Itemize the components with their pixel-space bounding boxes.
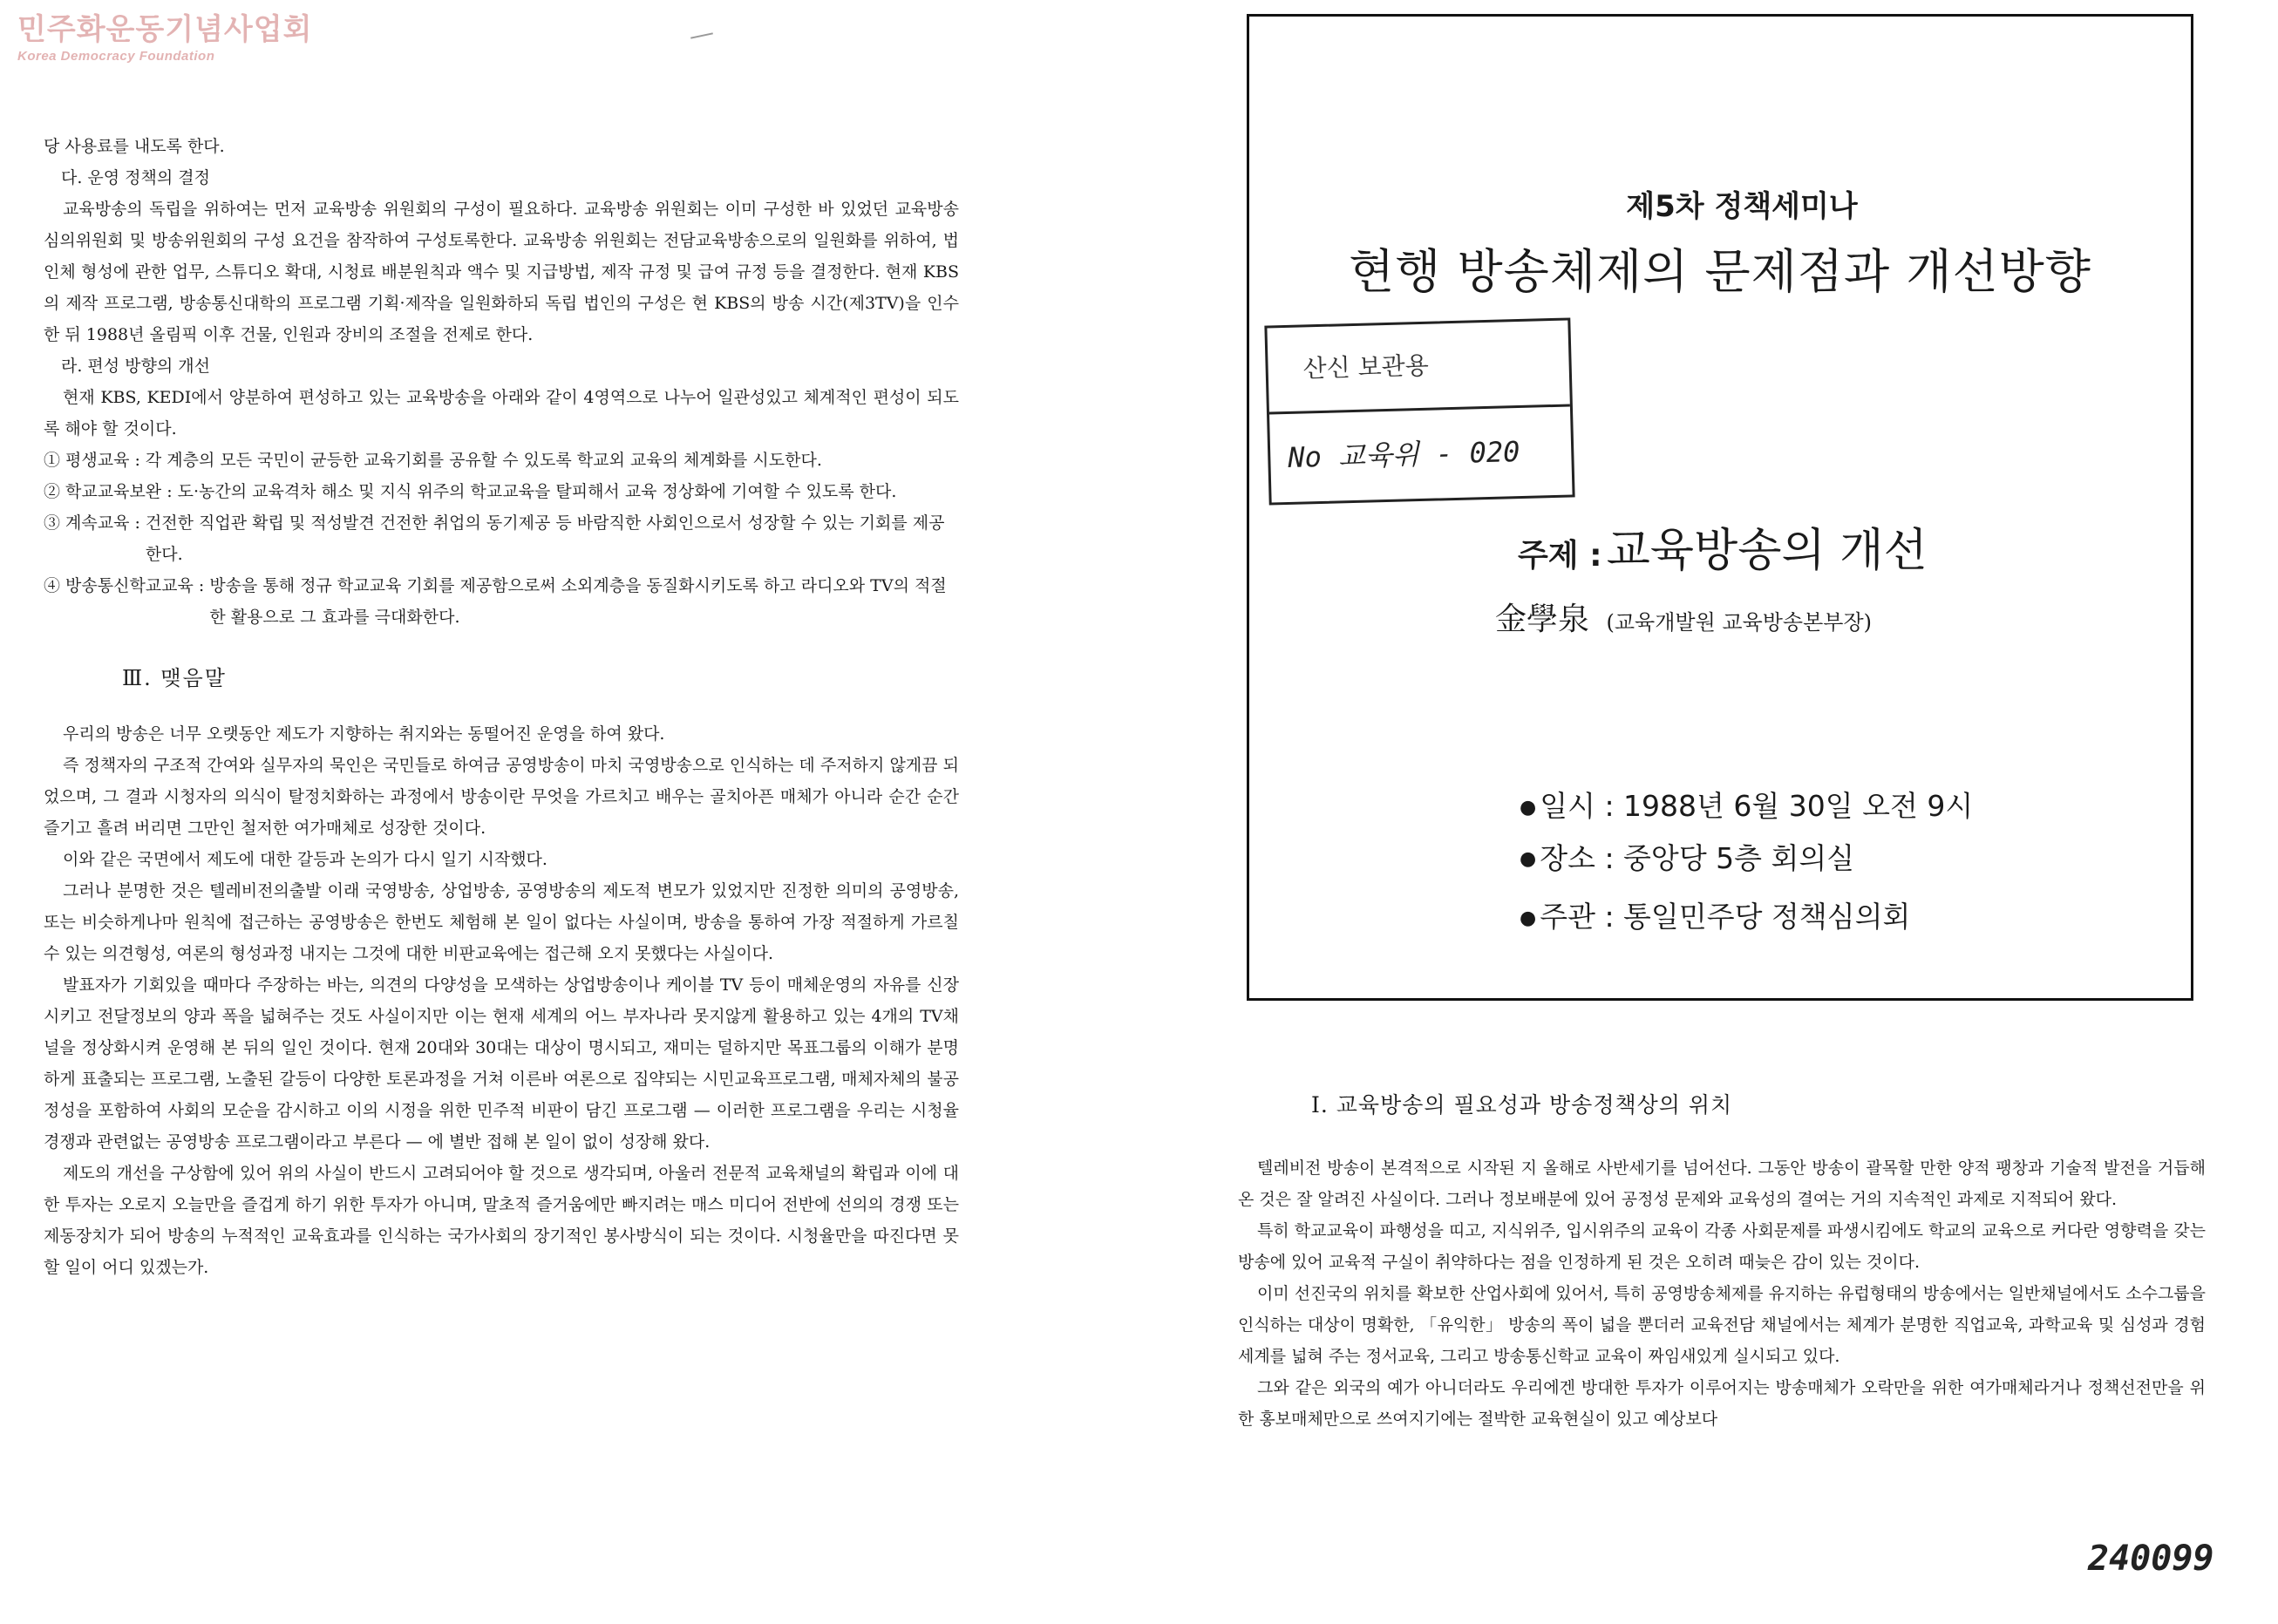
bullet-icon: ● xyxy=(1520,848,1537,870)
subheading-ra: 라. 편성 방향의 개선 xyxy=(61,357,210,376)
subheading-da: 다. 운영 정책의 결정 xyxy=(61,168,210,187)
left-column xyxy=(44,131,959,1283)
right-column xyxy=(1238,1090,2206,1435)
stamp-label: 산신 보관용 xyxy=(1267,321,1569,415)
topic xyxy=(1518,513,1928,579)
item-label: ③ 계속교육 : xyxy=(44,513,140,533)
section-heading-conclusion: Ⅲ. 맺음말 xyxy=(122,666,227,690)
presenter-affiliation: (교육개발원 교육방송본부장) xyxy=(1606,610,1873,635)
event-details xyxy=(1520,784,1973,947)
watermark-korean: 민주화운동기념사업회 xyxy=(17,12,313,47)
paragraph: 제도의 개선을 구상함에 있어 위의 사실이 반드시 고려되어야 할 것으로 생각되며, 아울러 전문적 교육채널의 확립과 이에 대한 투자는 오로지 오늘만을 즐겁게 하기 위한 투자가 아니며, 말초적 즐거움에만 빠지려는 매스 미디어 전반에 선의의 경쟁 또는 제동장치가 되어 방송의 누적적인 교육효과를 인식하는 국가사회의 장기적인 봉사방식이 되는 것이다. 시청율만을 따진다면 못할 일이 어디 있겠는가. xyxy=(44,1164,959,1277)
paragraph: 이와 같은 국면에서 제도에 대한 갈등과 논의가 다시 일기 시작했다. xyxy=(63,850,547,869)
watermark xyxy=(17,12,312,64)
paragraph: 우리의 방송은 너무 오랫동안 제도가 지향하는 취지와는 동떨어진 운영을 하여 왔다. xyxy=(63,724,665,744)
host-line: ● 주관 : 통일민주당 정책심의회 xyxy=(1520,900,1911,934)
numbered-item xyxy=(44,445,959,476)
item-text: 각 계층의 모든 국민이 균등한 교육기회를 공유할 수 있도록 학교외 교육의 체계화를 시도한다. xyxy=(145,451,822,470)
numbered-item xyxy=(44,507,959,570)
item-label: ② 학교교육보완 : xyxy=(44,482,173,501)
watermark-english: Korea Democracy Foundation xyxy=(17,49,215,64)
stray-mark xyxy=(690,32,713,38)
paragraph: 발표자가 기회있을 때마다 주장하는 바는, 의견의 다양성을 모색하는 상업방송이나 케이블 TV 등이 매체운영의 자유를 신장시키고 전달정보의 양과 폭을 넓혀주는 것도 사실이지만 이는 현재 세계의 어느 부자나라 못지않게 활용하고 있는 4개의 TV채널을 정상화시켜 운영해 본 뒤의 일인 것이다. 현재 20대와 30대는 대상이 명시되고, 재미는 덜하지만 목표그룹의 이해가 분명하게 표출되는 프로그램, 노출된 갈등이 다양한 토론과정을 거쳐 이른바 여론으로 집약되는 시민교육프로그램, 매체자체의 불공정성을 포함하여 사회의 모순을 감시하고 이의 시정을 위한 민주적 비판이 담긴 프로그램 — 이러한 프로그램을 우리는 시청율 경쟁과 관련없는 공영방송 프로그램이라고 부른다 — 에 별반 접해 본 일이 없이 성장해 왔다. xyxy=(44,975,959,1152)
paragraph: 텔레비전 방송이 본격적으로 시작된 지 올해로 사반세기를 넘어선다. 그동안 방송이 괄목할 만한 양적 팽창과 기술적 발전을 거듭해 온 것은 잘 알려진 사실이다. 그러나 정보배분에 있어 공정성 문제와 교육성의 결여는 거의 지속적인 과제로 지적되어 왔다. xyxy=(1238,1159,2206,1209)
paragraph: 그러나 분명한 것은 텔레비전의출발 이래 국영방송, 상업방송, 공영방송의 제도적 변모가 있었지만 진정한 의미의 공영방송, 또는 비슷하게나마 원칙에 접근하는 공영방송은 한번도 체험해 본 일이 없다는 사실이며, 방송을 통하여 가장 적절하게 가르칠 수 있는 의견형성, 여론의 형성과정 내지는 그것에 대한 비판교육에는 접근해 오지 못했다는 사실이다. xyxy=(44,881,959,963)
cover-box xyxy=(1247,14,2193,1001)
paragraph: 즉 정책자의 구조적 간여와 실무자의 묵인은 국민들로 하여금 공영방송이 마치 국영방송으로 인식하는 데 주저하지 않게끔 되었으며, 그 결과 시청자의 의식이 탈정치화하는 과정에서 방송이란 무엇을 가르치고 배우는 골치아픈 매체가 아니라 순간 순간 즐기고 흘려 버리면 그만인 철저한 여가매체로 성장한 것이다. xyxy=(44,756,959,838)
numbered-item xyxy=(44,570,959,633)
handwritten-page-number: 240099 xyxy=(2088,1539,2214,1579)
presenter-name: 金學泉 xyxy=(1495,601,1590,637)
item-text: 도·농간의 교육격차 해소 및 지식 위주의 학교교육을 탈피해서 교육 정상화에 기여할 수 있도록 한다. xyxy=(177,482,897,501)
topic-label: 주제 : xyxy=(1518,538,1602,574)
place-line: ● 장소 : 중앙당 5층 회의실 xyxy=(1520,840,1855,875)
numbered-item xyxy=(44,476,959,507)
seminar-title: 제5차 정책세미나 xyxy=(1626,189,1858,224)
archive-stamp xyxy=(1264,317,1574,505)
main-title: 현행 방송체제의 문제점과 개선방향 xyxy=(1349,244,2091,299)
paragraph-da: 교육방송의 독립을 위하여는 먼저 교육방송 위원회의 구성이 필요하다. 교육방송 위원회는 이미 구성한 바 있었던 교육방송 심의위원회 및 방송위원회의 구성 요건을 참작하여 구성토록한다. 교육방송 위원회는 전담교육방송으로의 일원화를 위하여, 법인체 형성에 관한 업무, 스튜디오 확대, 시청료 배분원칙과 액수 및 지급방법, 제작 규정 및 급여 규정 등을 결정한다. 현재 KBS의 제작 프로그램, 방송통신대학의 프로그램 기획·제작을 일원화하되 독립 법인의 구성은 현 KBS의 방송 시간(제3TV)을 인수한 뒤 1988년 올림픽 이후 건물, 인원과 장비의 조절을 전제로 한다. xyxy=(44,200,959,344)
bullet-icon: ● xyxy=(1520,796,1537,819)
presenter xyxy=(1495,595,1872,639)
item-label: ① 평생교육 : xyxy=(44,451,140,470)
line-fragment: 당 사용료를 내도록 한다. xyxy=(44,137,225,156)
item-text: 건전한 직업관 확립 및 적성발견 건전한 취업의 동기제공 등 바람직한 사회인으로서 성장할 수 있는 기회를 제공한다. xyxy=(145,513,945,564)
section-heading-intro: Ⅰ. 교육방송의 필요성과 방송정책상의 위치 xyxy=(1311,1092,1733,1118)
item-label: ④ 방송통신학교교육 : xyxy=(44,576,205,595)
bullet-icon: ● xyxy=(1520,907,1537,929)
topic-value: 교육방송의 개선 xyxy=(1606,525,1928,577)
stamp-number: No 교육위 - 020 xyxy=(1287,435,1520,474)
paragraph: 그와 같은 외국의 예가 아니더라도 우리에겐 방대한 투자가 이루어지는 방송매체가 오락만을 위한 여가매체라거나 정책선전만을 위한 홍보매체만으로 쓰여지기에는 절박한 교육현실이 있고 예상보다 xyxy=(1238,1378,2206,1429)
paragraph: 이미 선진국의 위치를 확보한 산업사회에 있어서, 특히 공영방송체제를 유지하는 유럽형태의 방송에서는 일반채널에서도 소수그룹을 인식하는 대상이 명확한, 「유익한」 방송의 폭이 넓을 뿐더러 교육전담 채널에서는 체계가 분명한 직업교육, 과학교육 및 심성과 경험세계를 넓혀 주는 정서교육, 그리고 방송통신학교 교육이 짜임새있게 실시되고 있다. xyxy=(1238,1284,2206,1366)
item-text: 방송을 통해 정규 학교교육 기회를 제공함으로써 소외계층을 동질화시키도록 하고 라디오와 TV의 적절한 활용으로 그 효과를 극대화한다. xyxy=(209,576,947,627)
date-line: ● 일시 : 1988년 6월 30일 오전 9시 xyxy=(1520,789,1974,823)
paragraph: 특히 학교교육이 파행성을 띠고, 지식위주, 입시위주의 교육이 각종 사회문제를 파생시킴에도 학교의 교육으로 커다란 영향력을 갖는 방송에 있어 교육적 구실이 취약하다는 점을 인정하게 된 것은 오히려 때늦은 감이 있는 것이다. xyxy=(1238,1221,2206,1272)
paragraph-ra: 현재 KBS, KEDI에서 양분하여 편성하고 있는 교육방송을 아래와 같이 4영역으로 나누어 일관성있고 체계적인 편성이 되도록 해야 할 것이다. xyxy=(44,388,959,438)
